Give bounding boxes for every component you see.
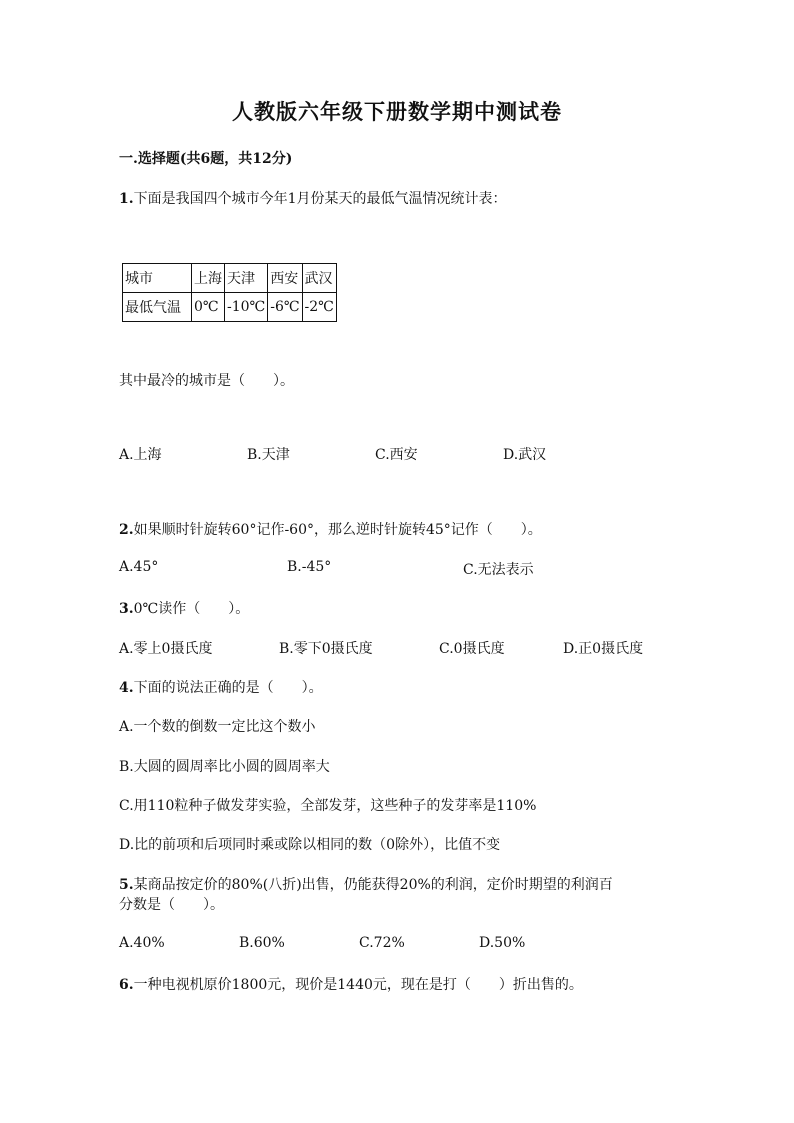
page-title: 人教版六年级下册数学期中测试卷 [232, 99, 562, 124]
option-c: C.西安 [375, 447, 418, 463]
option-b: B.大圆的圆周率比小圆的圆周率大 [119, 759, 330, 775]
option-b: B.零下0摄氏度 [279, 641, 373, 657]
question-number: 5. [119, 877, 134, 893]
option-d: D.50% [479, 935, 526, 951]
option-b: B.60% [239, 935, 285, 951]
table-cell: -2℃ [302, 293, 336, 322]
table-cell: 最低气温 [123, 293, 192, 322]
option-a: A.零上0摄氏度 [119, 641, 213, 657]
table-cell: -10℃ [225, 293, 268, 322]
question-2 [119, 519, 542, 539]
table-cell: 西安 [268, 264, 302, 293]
option-a: A.一个数的倒数一定比这个数小 [119, 719, 316, 735]
question-1-prompt: 其中最冷的城市是（ ）。 [119, 373, 294, 389]
option-c: C.无法表示 [463, 562, 534, 578]
option-d: D.比的前项和后项同时乘或除以相同的数（0除外），比值不变 [119, 837, 501, 853]
question-number: 2. [119, 522, 134, 538]
table-cell: 城市 [123, 264, 192, 293]
question-1 [119, 188, 507, 208]
question-4 [119, 677, 323, 697]
table-cell: 武汉 [302, 264, 336, 293]
temperature-table [122, 263, 337, 322]
table-row [123, 264, 337, 293]
question-number: 6. [119, 977, 134, 993]
option-c: C.0摄氏度 [439, 641, 505, 657]
table-cell: 天津 [225, 264, 268, 293]
table-row [123, 293, 337, 322]
question-5-continued: 分数是（ ）。 [119, 897, 224, 913]
option-a: A.45° [119, 559, 159, 575]
option-b: B.-45° [287, 559, 332, 575]
question-6 [119, 974, 583, 994]
question-number: 4. [119, 680, 134, 696]
option-b: B.天津 [247, 447, 290, 463]
option-c: C.72% [359, 935, 405, 951]
question-text: 下面的说法正确的是（ ）。 [133, 680, 323, 696]
option-c: C.用110粒种子做发芽实验，全部发芽，这些种子的发芽率是110% [119, 798, 537, 814]
question-3 [119, 598, 249, 618]
question-text: 如果顺时针旋转60°记作-60°，那么逆时针旋转45°记作（ ）。 [133, 522, 542, 538]
question-text: 0℃读作（ ）。 [133, 601, 250, 617]
question-text: 一种电视机原价1800元，现价是1440元，现在是打（ ）折出售的。 [133, 977, 583, 993]
question-text: 某商品按定价的80%(八折)出售，仍能获得20%的利润，定价时期望的利润百 [133, 877, 613, 893]
question-text: 下面是我国四个城市今年1月份某天的最低气温情况统计表： [133, 191, 507, 207]
option-d: D.正0摄氏度 [563, 641, 644, 657]
option-a: A.40% [119, 935, 165, 951]
table-cell: -6℃ [268, 293, 302, 322]
table-cell: 0℃ [192, 293, 225, 322]
option-a: A.上海 [119, 447, 162, 463]
section-heading: 一.选择题(共6题，共12分) [119, 151, 293, 167]
question-number: 1. [119, 191, 134, 207]
option-d: D.武汉 [503, 447, 547, 463]
question-number: 3. [119, 601, 134, 617]
table-cell: 上海 [192, 264, 225, 293]
question-5 [119, 874, 613, 894]
